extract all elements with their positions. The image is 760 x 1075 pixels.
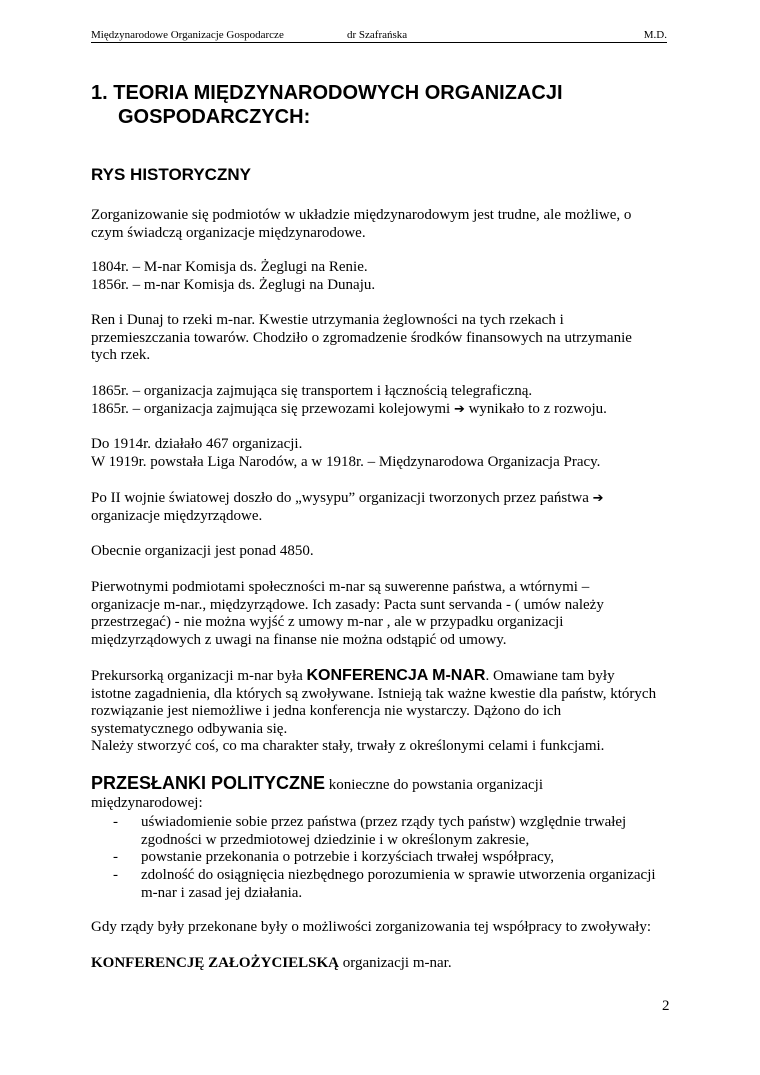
text-line: Gdy rządy były przekonane były o możliwości zorganizowania tej współpracy to zwoływały: — [91, 919, 651, 935]
text-line: Pierwotnymi podmiotami społeczności m-nar są suwerenne państwa, a wtórnymi – — [91, 579, 590, 595]
arrow-right-icon: ➔ — [453, 401, 465, 417]
text-line: 1804r. – M-nar Komisja ds. Żeglugi na Renie. — [91, 259, 368, 275]
text-line: rozwiązanie jest niemożliwe i jedna konferencja nie wystarczy. Dążono do ich — [91, 703, 562, 720]
list-bullet: - — [113, 849, 118, 865]
emphasis-konferencja: KONFERENCJA M-NAR — [306, 667, 486, 684]
header-lecturer: dr Szafrańska — [347, 29, 408, 41]
text-line: uświadomienie sobie przez państwa (przez rządy tych państw) względnie trwałej — [141, 814, 627, 830]
paragraph-conference — [91, 667, 671, 756]
text-line: Prekursorką organizacji m-nar była KONFERENCJA M-NAR. Omawiane tam były — [91, 667, 615, 684]
page-header — [91, 28, 667, 43]
header-course-title: Międzynarodowe Organizacje Gospodarcze — [91, 29, 284, 41]
text-line: Po II wojnie światowej doszło do „wysypu” organizacji tworzonych przez państwa ➔ — [91, 490, 604, 506]
text-line: 1865r. – organizacja zajmująca się transportem i łącznością telegraficzną. — [91, 383, 533, 399]
text-line: Należy stworzyć coś, co ma charakter stały, trwały z określonymi celami i funkcjami. — [91, 738, 605, 755]
chapter-title-line-1: 1. TEORIA MIĘDZYNARODOWYCH ORGANIZACJI — [91, 82, 563, 104]
text-line: PRZESŁANKI POLITYCZNE konieczne do powstania organizacji — [91, 773, 543, 793]
text-line: systematycznego odbywania się. — [91, 720, 288, 737]
paragraph-founding-conference — [91, 955, 671, 973]
text-line: Obecnie organizacji jest ponad 4850. — [91, 543, 314, 559]
text-line: czym świadczą organizacje międzynarodowe. — [91, 224, 366, 241]
text-line: tych rzek. — [91, 347, 151, 364]
emphasis-konferencje-zalozycielska: KONFERENCJĘ ZAŁOŻYCIELSKĄ — [91, 955, 339, 971]
text-line: Ren i Dunaj to rzeki m-nar. Kwestie utrzymania żeglowności na tych rzekach i — [91, 312, 564, 328]
paragraph-dates-1 — [91, 259, 671, 294]
paragraph-rivers — [91, 312, 671, 365]
text-line: zgodności w przedmiotowej dziedzinie i w określonym zakresie, — [141, 831, 530, 848]
text-line: organizacje m-nar., międzyrządowe. Ich zasady: Pacta sunt servanda - ( umów należy — [91, 596, 604, 613]
text-line: organizacje międzyrządowe. — [91, 507, 263, 524]
text-line: powstanie przekonania o potrzebie i korzyściach trwałej współpracy, — [141, 849, 555, 865]
text-line: międzynarodowej: — [91, 794, 203, 811]
text-line: KONFERENCJĘ ZAŁOŻYCIELSKĄ organizacji m-nar. — [91, 955, 452, 971]
paragraph-current — [91, 543, 671, 561]
text-line: przemieszczania towarów. Chodziło o zgromadzenie środków finansowych na utrzymanie — [91, 329, 632, 346]
text-line: Do 1914r. działało 467 organizacji. — [91, 436, 303, 452]
text-line: Zorganizowanie się podmiotów w układzie międzynarodowym jest trudne, ale możliwe, o — [91, 207, 632, 223]
text-line: istotne zagadnienia, dla których są zwoływane. Istnieją tak ważne kwestie dla państw, których — [91, 685, 657, 702]
list-bullet: - — [113, 867, 118, 883]
chapter-title-line-2: GOSPODARCZYCH: — [118, 106, 311, 128]
paragraph-subjects — [91, 579, 671, 649]
section-heading: RYS HISTORYCZNY — [91, 165, 251, 184]
text-line: 1856r. – m-nar Komisja ds. Żeglugi na Dunaju. — [91, 276, 376, 293]
text-line: 1865r. – organizacja zajmująca się przewozami kolejowymi ➔ wynikało to z rozwoju. — [91, 400, 607, 417]
paragraph-political-premises — [91, 775, 671, 812]
emphasis-przeslanki: PRZESŁANKI POLITYCZNE — [91, 773, 326, 793]
list-bullet: - — [113, 814, 118, 830]
paragraph-dates-2 — [91, 383, 671, 418]
text-line: przestrzegać) - nie można wyjść z umowy m-nar , ale w przypadku organizacji — [91, 614, 564, 631]
page-number: 2 — [662, 998, 670, 1014]
header-initials: M.D. — [643, 29, 667, 41]
text-line: W 1919r. powstała Liga Narodów, a w 1918r. – Międzynarodowa Organizacja Pracy. — [91, 453, 601, 470]
paragraph-organizations-count — [91, 436, 671, 471]
paragraph-governments — [91, 919, 671, 937]
text-line: m-nar i zasad jej działania. — [141, 884, 303, 901]
arrow-right-icon: ➔ — [592, 491, 604, 506]
paragraph-intro — [91, 207, 671, 242]
paragraph-post-war — [91, 490, 671, 525]
text-line: zdolność do osiągnięcia niezbędnego porozumienia w sprawie utworzenia organizacji — [141, 867, 656, 883]
text-line: międzyrządowych z uwagi na finanse nie można odstąpić od umowy. — [91, 631, 507, 648]
